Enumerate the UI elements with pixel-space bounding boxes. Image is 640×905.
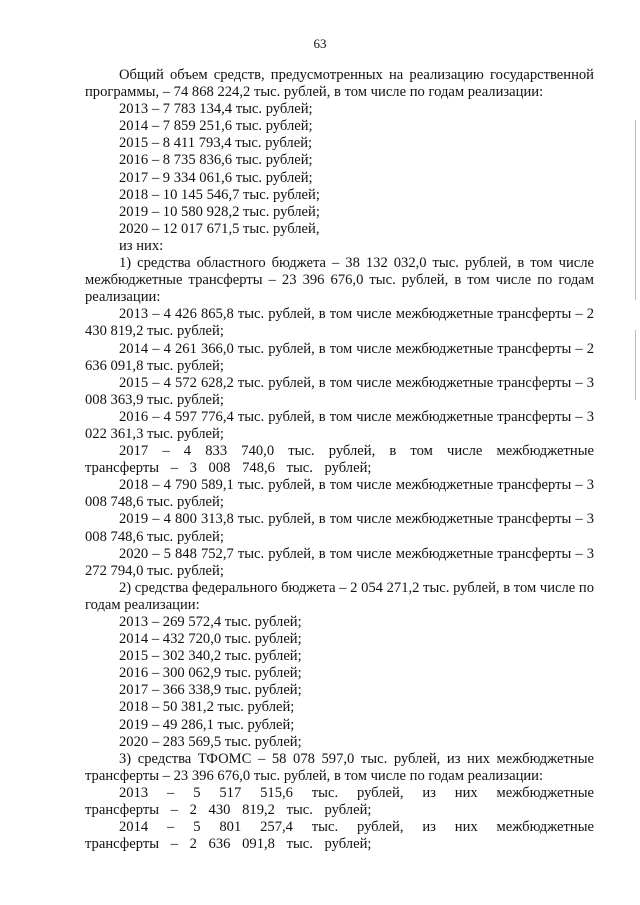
- federal-year-line: 2016 – 300 062,9 тыс. рублей;: [119, 665, 302, 682]
- scan-margin-line: [635, 120, 636, 300]
- page-number: 63: [313, 36, 327, 51]
- intro-year-line: 2013 – 7 783 134,4 тыс. рублей;: [119, 101, 313, 118]
- intro-year-line: 2018 – 10 145 546,7 тыс. рублей;: [119, 186, 320, 203]
- regional-budget-heading: 1) средства областного бюджета – 38 132 032,0 тыс. рублей, в том числе межбюджетные трансферты – 23 396 676,0 тыс. рублей, в том числе по годам реализации:: [85, 255, 594, 306]
- tfoms-year-paragraph: 2013 – 5 517 515,6 тыс. рублей, из них межбюджетные трансферты – 2 430 819,2 тыс. рублей;: [85, 784, 594, 819]
- federal-budget-heading: 2) средства федерального бюджета – 2 054 271,2 тыс. рублей, в том числе по годам реализации:: [85, 579, 594, 613]
- federal-year-line: 2017 – 366 338,9 тыс. рублей;: [119, 682, 302, 699]
- tfoms-heading: 3) средства ТФОМС – 58 078 597,0 тыс. рублей, из них межбюджетные трансферты – 23 396 676,0 тыс. рублей, в том числе по годам реализации:: [85, 750, 594, 784]
- regional-year-paragraph: 2017 – 4 833 740,0 тыс. рублей, в том числе межбюджетные трансферты – 3 008 748,6 тыс. рублей;: [85, 443, 594, 477]
- regional-year-paragraph: 2020 – 5 848 752,7 тыс. рублей, в том числе межбюджетные трансферты – 3 272 794,0 тыс. рублей;: [85, 545, 594, 579]
- regional-year-paragraph: 2018 – 4 790 589,1 тыс. рублей, в том числе межбюджетные трансферты – 3 008 748,6 тыс. рублей;: [85, 477, 594, 511]
- federal-year-line: 2014 – 432 720,0 тыс. рублей;: [119, 631, 302, 648]
- intro-year-line: 2015 – 8 411 793,4 тыс. рублей;: [119, 135, 313, 152]
- regional-year-paragraph: 2015 – 4 572 628,2 тыс. рублей, в том числе межбюджетные трансферты – 3 008 363,9 тыс. рублей;: [85, 374, 594, 408]
- tfoms-year-paragraph: 2014 – 5 801 257,4 тыс. рублей, из них межбюджетные трансферты – 2 636 091,8 тыс. рублей;: [85, 819, 594, 853]
- federal-year-line: 2015 – 302 340,2 тыс. рублей;: [119, 648, 302, 665]
- scan-margin-line: [635, 330, 636, 400]
- document-body: [85, 67, 594, 853]
- intro-paragraph: Общий объем средств, предусмотренных на реализацию государственной программы, – 74 868 224,2 тыс. рублей, в том числе по годам реализации:: [85, 67, 594, 101]
- intro-year-line: 2016 – 8 735 836,6 тыс. рублей;: [119, 152, 313, 169]
- regional-year-paragraph: 2019 – 4 800 313,8 тыс. рублей, в том числе межбюджетные трансферты – 3 008 748,6 тыс. рублей;: [85, 511, 594, 545]
- federal-year-line: 2019 – 49 286,1 тыс. рублей;: [119, 716, 295, 733]
- regional-year-paragraph: 2014 – 4 261 366,0 тыс. рублей, в том числе межбюджетные трансферты – 2 636 091,8 тыс. рублей;: [85, 340, 594, 374]
- regional-year-paragraph: 2013 – 4 426 865,8 тыс. рублей, в том числе межбюджетные трансферты – 2 430 819,2 тыс. рублей;: [85, 306, 594, 340]
- intro-year-line: 2020 – 12 017 671,5 тыс. рублей,: [119, 220, 320, 237]
- federal-year-line: 2018 – 50 381,2 тыс. рублей;: [119, 699, 295, 716]
- federal-year-line: 2020 – 283 569,5 тыс. рублей;: [119, 733, 302, 750]
- intro-year-line: 2014 – 7 859 251,6 тыс. рублей;: [119, 118, 313, 135]
- intro-year-line: 2017 – 9 334 061,6 тыс. рублей;: [119, 169, 313, 186]
- intro-year-line: 2019 – 10 580 928,2 тыс. рублей;: [119, 203, 320, 220]
- regional-year-paragraph: 2016 – 4 597 776,4 тыс. рублей, в том числе межбюджетные трансферты – 3 022 361,3 тыс. рублей;: [85, 408, 594, 442]
- from-them-label: из них:: [119, 237, 164, 254]
- federal-year-line: 2013 – 269 572,4 тыс. рублей;: [119, 614, 302, 630]
